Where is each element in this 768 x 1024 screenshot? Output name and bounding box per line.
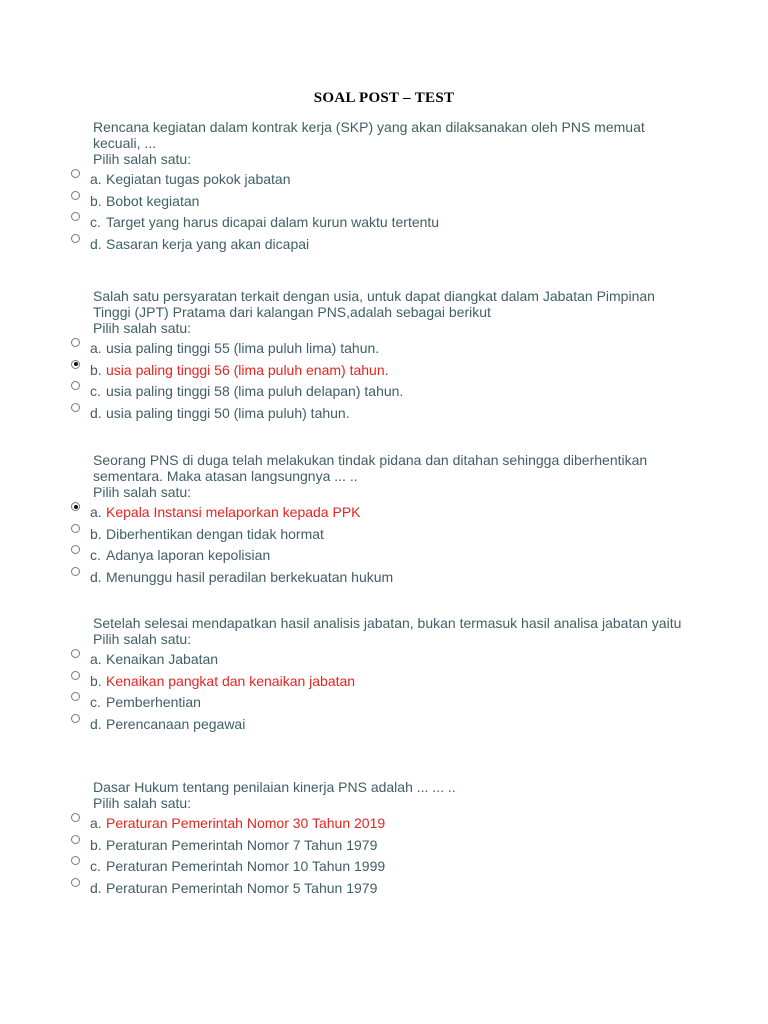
radio-button[interactable] bbox=[71, 212, 80, 221]
question-1 bbox=[70, 119, 690, 255]
radio-button[interactable] bbox=[71, 649, 80, 658]
option-a[interactable] bbox=[70, 502, 690, 524]
option-label: Peraturan Pemerintah Nomor 10 Tahun 1999 bbox=[106, 858, 386, 874]
options-list bbox=[70, 502, 690, 588]
option-label: Menunggu hasil peradilan berkekuatan hukum bbox=[106, 568, 394, 585]
option-label: Peraturan Pemerintah Nomor 5 Tahun 1979 bbox=[106, 879, 378, 896]
option-a[interactable] bbox=[70, 813, 690, 835]
option-letter: a. bbox=[90, 815, 102, 831]
radio-button[interactable] bbox=[71, 169, 80, 178]
option-label: Peraturan Pemerintah Nomor 7 Tahun 1979 bbox=[106, 836, 378, 853]
option-label: Adanya laporan kepolisian bbox=[106, 547, 271, 563]
radio-button[interactable] bbox=[71, 338, 80, 347]
option-d[interactable] bbox=[70, 234, 690, 256]
radio-button[interactable] bbox=[71, 671, 80, 680]
radio-button[interactable] bbox=[71, 381, 80, 390]
option-letter: b. bbox=[90, 361, 102, 378]
question-2 bbox=[70, 288, 690, 424]
question-3 bbox=[70, 452, 690, 588]
radio-button[interactable] bbox=[71, 692, 80, 701]
option-c[interactable] bbox=[70, 212, 690, 234]
option-a[interactable] bbox=[70, 169, 690, 191]
option-letter: c. bbox=[90, 214, 101, 230]
option-label: Diberhentikan dengan tidak hormat bbox=[106, 525, 324, 542]
radio-button[interactable] bbox=[71, 191, 80, 200]
option-d[interactable] bbox=[70, 878, 690, 900]
option-d[interactable] bbox=[70, 714, 690, 736]
option-label: Peraturan Pemerintah Nomor 30 Tahun 2019 bbox=[106, 815, 386, 831]
question-hint: Pilih salah satu: bbox=[93, 795, 192, 811]
options-list bbox=[70, 169, 690, 255]
option-label: Kepala Instansi melaporkan kepada PPK bbox=[106, 504, 361, 520]
option-c[interactable] bbox=[70, 545, 690, 567]
option-label: Bobot kegiatan bbox=[106, 192, 200, 209]
option-d[interactable] bbox=[70, 403, 690, 425]
radio-button[interactable] bbox=[71, 403, 80, 412]
radio-button[interactable] bbox=[71, 360, 80, 369]
question-hint: Pilih salah satu: bbox=[93, 484, 192, 500]
option-letter: c. bbox=[90, 858, 101, 874]
option-letter: c. bbox=[90, 547, 101, 563]
question-4 bbox=[70, 615, 690, 735]
option-letter: b. bbox=[90, 836, 102, 853]
option-letter: a. bbox=[90, 651, 102, 667]
option-a[interactable] bbox=[70, 649, 690, 671]
option-b[interactable] bbox=[70, 191, 690, 213]
option-letter: d. bbox=[90, 235, 102, 252]
question-5 bbox=[70, 779, 690, 899]
radio-button[interactable] bbox=[71, 524, 80, 533]
option-letter: a. bbox=[90, 171, 102, 187]
question-hint: Pilih salah satu: bbox=[93, 320, 192, 336]
radio-button[interactable] bbox=[71, 545, 80, 554]
radio-button[interactable] bbox=[71, 835, 80, 844]
radio-button[interactable] bbox=[71, 502, 80, 511]
option-letter: d. bbox=[90, 404, 102, 421]
option-b[interactable] bbox=[70, 524, 690, 546]
question-text: Setelah selesai mendapatkan hasil analisis jabatan, bukan termasuk hasil analisa jabatan yaitu bbox=[93, 615, 682, 631]
options-list bbox=[70, 338, 690, 424]
question-text: Rencana kegiatan dalam kontrak kerja (SKP) yang akan dilaksanakan oleh PNS memuat kecuali, ... bbox=[93, 119, 645, 151]
option-letter: c. bbox=[90, 383, 101, 399]
option-label: Kenaikan pangkat dan kenaikan jabatan bbox=[106, 672, 356, 689]
question-text: Salah satu persyaratan terkait dengan usia, untuk dapat diangkat dalam Jabatan Pimpinan Tinggi (JPT) Pratama dari kalangan PNS,adalah sebagai berikut bbox=[93, 288, 655, 320]
question-hint: Pilih salah satu: bbox=[93, 631, 192, 647]
radio-button[interactable] bbox=[71, 234, 80, 243]
page-title: SOAL POST – TEST bbox=[313, 90, 455, 106]
option-label: usia paling tinggi 58 (lima puluh delapan) tahun. bbox=[106, 383, 404, 399]
option-label: Pemberhentian bbox=[106, 694, 201, 710]
option-b[interactable] bbox=[70, 835, 690, 857]
option-letter: b. bbox=[90, 192, 102, 209]
option-letter: a. bbox=[90, 504, 102, 520]
option-letter: c. bbox=[90, 694, 101, 710]
option-label: Kenaikan Jabatan bbox=[106, 651, 219, 667]
option-b[interactable] bbox=[70, 671, 690, 693]
option-label: usia paling tinggi 56 (lima puluh enam) tahun. bbox=[106, 361, 389, 378]
question-text: Dasar Hukum tentang penilaian kinerja PNS adalah ... ... .. bbox=[93, 779, 456, 795]
radio-button[interactable] bbox=[71, 714, 80, 723]
option-label: Sasaran kerja yang akan dicapai bbox=[106, 235, 310, 252]
radio-button[interactable] bbox=[71, 813, 80, 822]
option-c[interactable] bbox=[70, 856, 690, 878]
option-c[interactable] bbox=[70, 692, 690, 714]
option-letter: d. bbox=[90, 568, 102, 585]
option-letter: d. bbox=[90, 715, 102, 732]
option-label: usia paling tinggi 55 (lima puluh lima) tahun. bbox=[106, 340, 380, 356]
option-d[interactable] bbox=[70, 567, 690, 589]
question-text: Seorang PNS di duga telah melakukan tindak pidana dan ditahan sehingga diberhentikan sementara. Maka atasan langsungnya ... .. bbox=[93, 452, 648, 484]
radio-button[interactable] bbox=[71, 567, 80, 576]
question-hint: Pilih salah satu: bbox=[93, 151, 192, 167]
option-letter: b. bbox=[90, 525, 102, 542]
option-a[interactable] bbox=[70, 338, 690, 360]
options-list bbox=[70, 649, 690, 735]
option-label: Target yang harus dicapai dalam kurun waktu tertentu bbox=[106, 214, 440, 230]
option-letter: a. bbox=[90, 340, 102, 356]
radio-button[interactable] bbox=[71, 856, 80, 865]
option-label: Perencanaan pegawai bbox=[106, 715, 246, 732]
options-list bbox=[70, 813, 690, 899]
option-b[interactable] bbox=[70, 360, 690, 382]
option-letter: b. bbox=[90, 672, 102, 689]
option-label: usia paling tinggi 50 (lima puluh) tahun. bbox=[106, 404, 350, 421]
option-letter: d. bbox=[90, 879, 102, 896]
option-c[interactable] bbox=[70, 381, 690, 403]
radio-button[interactable] bbox=[71, 878, 80, 887]
option-label: Kegiatan tugas pokok jabatan bbox=[106, 171, 291, 187]
